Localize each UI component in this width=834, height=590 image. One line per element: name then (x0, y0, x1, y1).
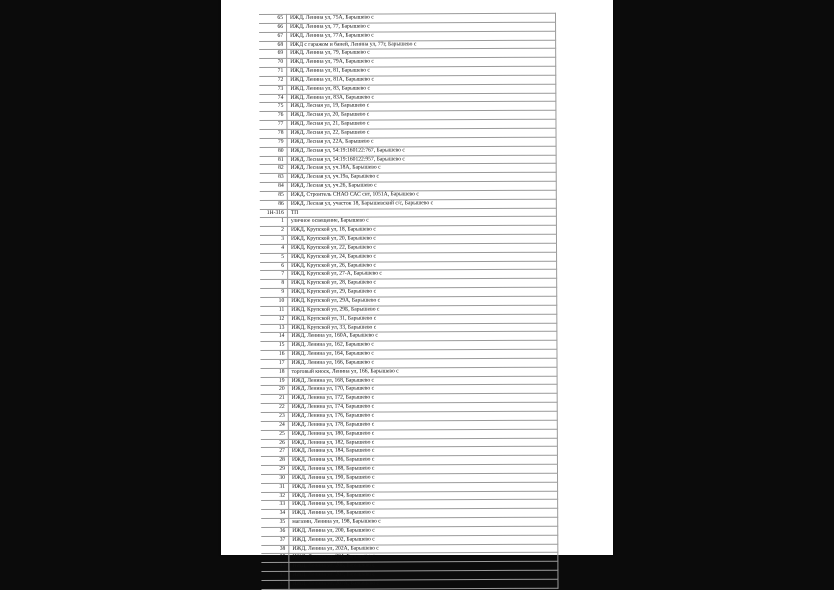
row-description: ИЖД, Ленина ул, 164, Барышево с (288, 349, 557, 359)
row-description: ИЖД, Лесная ул, 54:19:160122:767, Барышево с (287, 146, 556, 156)
row-number: 40 (261, 563, 289, 572)
row-number: 17 (261, 359, 289, 368)
row-number: 21 (261, 395, 289, 404)
row-description: ИЖД, Крупской ул, 20, Барышево с (287, 234, 556, 244)
row-number: 75 (259, 103, 287, 112)
row-description: ИЖД, Ленина ул, 162, Барышево с (288, 340, 557, 350)
row-number: 11 (260, 306, 288, 315)
row-description: ИЖД, Ленина ул, 178, Барышево с (288, 420, 557, 430)
row-number: 2 (260, 227, 288, 236)
row-number: 7 (260, 271, 288, 280)
row-description: ИЖД, Строитель СНАО САС снт, 1051А, Барышево с (287, 190, 556, 200)
row-description: ИЖД, Ленина ул, 180, Барышево с (288, 429, 557, 439)
row-number: 26 (261, 439, 289, 448)
row-description: магазин, Ленина ул, 198, Барышево с (289, 517, 558, 527)
row-number: 86 (260, 200, 288, 209)
row-number: 84 (260, 182, 288, 191)
row-description: ИЖД, Ленина ул, 204, Барышево с (289, 553, 558, 563)
document-page[interactable] (221, 0, 613, 587)
row-description: ИЖД, Ленина ул, 192, Барышево с (289, 482, 558, 492)
row-description: ИЖД, Ленина ул, 186, Барышево с (288, 455, 557, 465)
row-number: 79 (260, 138, 288, 147)
row-description: ИЖД, Крупской ул, 33, Барышево с (288, 323, 557, 333)
row-description: ИЖД, Ленина ул, 77, Барышево с (287, 22, 556, 32)
row-description: ИЖД, Ленина ул, 190, Барышево с (289, 473, 558, 483)
row-description: ИЖД, Лесная ул, участок 18, Барышевский с/с, Барышево с (287, 199, 556, 209)
row-description: ИЖД, Крупской ул, 22, Барышево с (288, 243, 557, 253)
row-description: ИЖД с гаражом и баней, Ленина ул, 77г, Барышево с (287, 40, 556, 50)
row-description: ИЖД, Ленина ул, 188, Барышево с (288, 464, 557, 474)
row-description: ИЖД, Лесная ул, 19, Барышево с (287, 102, 556, 112)
row-description: торговый киоск, Ленина ул, 166, Барышево с (288, 367, 557, 377)
address-table (259, 13, 559, 590)
row-number: 66 (259, 23, 287, 32)
row-description: ИЖД, Ленина ул, 200, Барышево с (289, 526, 558, 536)
row-number: 10 (260, 297, 288, 306)
row-number: 69 (259, 50, 287, 59)
row-number: 77 (259, 121, 287, 130)
row-description: ИЖД, Ленина ул, 83А, Барышево с (287, 93, 556, 103)
row-number: 3 (260, 235, 288, 244)
row-number: 67 (259, 32, 287, 41)
row-number: 74 (259, 94, 287, 103)
row-number: 34 (261, 510, 289, 519)
row-number: 13 (260, 324, 288, 333)
row-description: ИЖД, Лесная ул, 21, Барышево с (287, 119, 556, 129)
row-number: 81 (260, 156, 288, 165)
row-number: 85 (260, 191, 288, 200)
row-number: 72 (259, 76, 287, 85)
row-number: 29 (261, 465, 289, 474)
row-description: ИЖД, Лесная ул, 22А, Барышево с (287, 137, 556, 147)
row-number: 16 (260, 350, 288, 359)
row-description: ИЖД, Крупской ул, 18, Барышево с (287, 225, 556, 235)
row-description: ИЖД, Ленина ул, 198, Барышево с (289, 508, 558, 518)
row-number: 37 (261, 536, 289, 545)
row-number: 68 (259, 41, 287, 50)
row-number: 1 (260, 218, 288, 227)
row-description: ИЖД, Ленина ул, 160А, Барышево с (288, 332, 557, 342)
row-description: ИЖД, Лесная ул, уч.26, Барышево с (287, 181, 556, 191)
row-description: ИЖД, Крупской ул, 31, Барышево с (288, 314, 557, 324)
row-description: ИЖД, Крупской ул, 28, Барышево с (288, 279, 557, 289)
row-number: 5 (260, 253, 288, 262)
row-description: ИЖД, Ленина ул, 79А, Барышево с (287, 57, 556, 67)
row-description: ИЖД, Крупской ул, 24, Барышево с (288, 252, 557, 262)
row-number: 32 (261, 492, 289, 501)
row-description: ИЖД, Ленина ул, 81А, Барышево с (287, 75, 556, 85)
row-description: ИЖД, Лесная ул, 20, Барышево с (287, 110, 556, 120)
row-description: ИЖД, Ленина ул, 166, Барышево с (288, 358, 557, 368)
row-number: 80 (260, 147, 288, 156)
row-description: ИЖД, Крупской ул, 26, Барышево с (288, 261, 557, 271)
row-number: 1Н-316 (260, 209, 288, 218)
row-number: 25 (261, 430, 289, 439)
row-description: ИЖД, Крупской ул, 27-А, Барышево с (288, 270, 557, 280)
row-description: ИЖД, Ленина ул, 79, Барышево с (287, 49, 556, 59)
row-number: 6 (260, 262, 288, 271)
row-description: ИЖД, Ленина ул, 184, Барышево с (288, 447, 557, 457)
row-number: 71 (259, 67, 287, 76)
table-body (259, 13, 558, 589)
row-number: 35 (261, 518, 289, 527)
row-number: 4 (260, 244, 288, 253)
row-description: ИЖД, Крупской ул, 29Б, Барышево с (288, 305, 557, 315)
row-number: 30 (261, 474, 289, 483)
row-description: ИЖД, Ленина ул, 81, Барышево с (287, 66, 556, 76)
row-description: ИЖД, Ленина ул, 196, Барышево с (289, 500, 558, 510)
row-number: 24 (261, 421, 289, 430)
row-number: 23 (261, 412, 289, 421)
row-number: 19 (261, 377, 289, 386)
row-description: ИЖД, Лесная ул, 54:19:160122:957, Барышево с (287, 155, 556, 165)
row-number: 65 (259, 14, 287, 23)
row-number: 9 (260, 289, 288, 298)
row-number: 70 (259, 59, 287, 68)
row-number: 14 (260, 333, 288, 342)
row-description: ИЖД, Ленина ул, 174, Барышево с (288, 402, 557, 412)
row-description: ИЖД, Лесная ул, уч.18А, Барышево с (287, 164, 556, 174)
row-number: 38 (261, 545, 289, 554)
row-number: 78 (260, 129, 288, 138)
row-description: ИЖД, Ленина ул, 168, Барышево с (288, 376, 557, 386)
row-description: ИЖД, Лесная ул, 22, Барышево с (287, 128, 556, 138)
row-number: 36 (261, 527, 289, 536)
row-description: ИЖД, Ленина ул, 170, Барышево с (288, 385, 557, 395)
row-description: ИЖД, Ленина ул, 77А, Барышево с (287, 31, 556, 41)
row-description: ИЖД, Ленина ул, 207, Барышево с (289, 570, 558, 580)
row-number: 33 (261, 501, 289, 510)
row-description: ИЖД, Ленина ул, 206, Барышево с (289, 562, 558, 572)
row-number: 12 (260, 315, 288, 324)
row-description: ИЖД, Ленина ул, 83, Барышево с (287, 84, 556, 94)
row-number: 83 (260, 174, 288, 183)
row-description: ИЖД, Лесная ул, уч.19а, Барышево с (287, 172, 556, 182)
row-description: ИЖД, Крупской ул, 29, Барышево с (288, 287, 557, 297)
row-number: 31 (261, 483, 289, 492)
row-number: 76 (259, 112, 287, 121)
row-number: 39 (261, 554, 289, 563)
row-description: ИЖД, Крупской ул, 29А, Барышево с (288, 296, 557, 306)
row-description: ИЖД, Ленина ул, 172, Барышево с (288, 393, 557, 403)
row-description: ИЖД, Ленина ул, 202А, Барышево с (289, 544, 558, 554)
row-number: 82 (260, 165, 288, 174)
table-row (261, 579, 558, 589)
row-number: 27 (261, 448, 289, 457)
row-description: ТП (287, 208, 556, 218)
row-description: ИЖД, Ленина ул, 202, Барышево с (289, 535, 558, 545)
row-description: ИЖД, Ленина ул, 207А, Барышево с (289, 579, 558, 589)
row-number: 22 (261, 404, 289, 413)
row-description: ИЖД, Ленина ул, 194, Барышево с (289, 491, 558, 501)
row-description: уличное освещение, Барышево с (287, 217, 556, 227)
row-number: 41 (261, 572, 289, 581)
row-number: 8 (260, 280, 288, 289)
row-number: 73 (259, 85, 287, 94)
row-description: ИЖД, Ленина ул, 176, Барышево с (288, 411, 557, 421)
row-description: ИЖД, Ленина ул, 182, Барышево с (288, 438, 557, 448)
row-number: 18 (261, 368, 289, 377)
row-number: 42 (261, 580, 289, 589)
row-number: 28 (261, 457, 289, 466)
row-number: 15 (260, 342, 288, 351)
row-number: 20 (261, 386, 289, 395)
row-description: ИЖД, Ленина ул, 75А, Барышево с (287, 13, 556, 23)
